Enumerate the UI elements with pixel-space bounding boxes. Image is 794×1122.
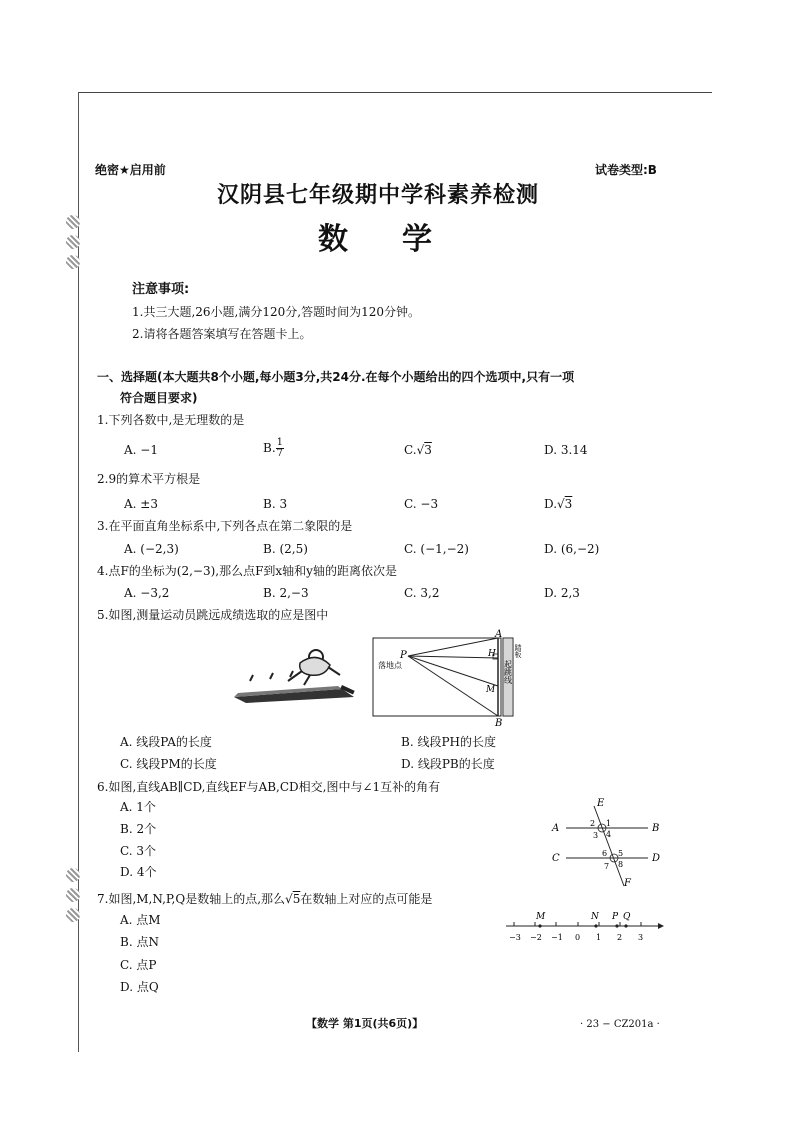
diagram-label-takeoff-line: 起跳线 [503, 660, 513, 684]
diagram-label-a: A [552, 823, 560, 834]
long-jump-measurement-diagram [372, 629, 522, 729]
q1-option-d: D. 3.14 [544, 443, 588, 457]
angle-label-2: 2 [590, 819, 596, 828]
q3-stem: 3.在平面直角坐标系中,下列各点在第二象限的是 [97, 519, 353, 533]
diagram-label-e: E [597, 798, 605, 809]
long-jumper-illustration [230, 645, 360, 705]
paper-type: 试卷类型:B [595, 163, 657, 177]
paper-code: · 23 − CZ201a · [580, 1019, 660, 1030]
q7-option-a: A. 点M [120, 913, 161, 927]
tick-label-1: 1 [596, 933, 602, 942]
q5-option-d: D. 线段PB的长度 [401, 757, 495, 771]
notes-heading: 注意事项: [132, 282, 190, 297]
point-label-q: Q [623, 912, 631, 922]
number-line-diagram [500, 908, 670, 948]
page-footer: 【数学 第1页(共6页)】 [306, 1017, 424, 1030]
angle-label-5: 5 [618, 849, 624, 858]
q4-option-d: D. 2,3 [544, 586, 580, 600]
diagram-label-board: 踏板 [514, 644, 522, 658]
q3-option-b: B. (2,5) [263, 542, 308, 556]
q7-option-d: D. 点Q [120, 980, 159, 994]
subject-title: 数学 [318, 222, 486, 257]
tick-label-neg3: −3 [509, 933, 521, 942]
q3-option-c: C. (−1,−2) [404, 542, 469, 556]
diagram-label-b: B [495, 718, 503, 729]
note-1: 1.共三大题,26小题,满分120分,答题时间为120分钟。 [132, 305, 420, 319]
tick-label-neg2: −2 [530, 933, 542, 942]
note-2: 2.请将各题答案填写在答题卡上。 [132, 327, 312, 341]
q4-option-b: B. 2,−3 [263, 586, 309, 600]
q2-option-a: A. ±3 [124, 497, 158, 511]
tick-label-0: 0 [575, 933, 581, 942]
q5-stem: 5.如图,测量运动员跳远成绩选取的应是图中 [97, 608, 329, 622]
diagram-label-d: D [652, 853, 661, 864]
diagram-label-f: F [624, 878, 631, 889]
q4-option-a: A. −3,2 [124, 586, 170, 600]
q3-option-d: D. (6,−2) [544, 542, 600, 556]
q7-option-b: B. 点N [120, 935, 159, 949]
binding-holes-top [66, 215, 82, 275]
secret-label: 绝密★启用前 [95, 163, 166, 177]
angle-label-3: 3 [593, 831, 599, 840]
diagram-label-b: B [652, 823, 660, 834]
point-label-n: N [591, 912, 599, 922]
angle-label-7: 7 [604, 862, 610, 871]
tick-label-2: 2 [617, 933, 623, 942]
q6-option-b: B. 2个 [120, 822, 157, 836]
q2-option-d: D.√3 [544, 497, 573, 511]
q2-option-c: C. −3 [404, 497, 439, 511]
page-top-border [78, 92, 712, 93]
section1-heading: 一、选择题(本大题共8个小题,每小题3分,共24分.在每个小题给出的四个选项中,只有一项 [97, 370, 575, 384]
diagram-label-m: M [486, 685, 496, 695]
q6-stem: 6.如图,直线AB∥CD,直线EF与AB,CD相交,图中与∠1互补的角有 [97, 780, 441, 794]
point-label-p: P [612, 912, 619, 922]
q2-option-b: B. 3 [263, 497, 288, 511]
q6-option-d: D. 4个 [120, 865, 157, 879]
parallel-lines-diagram [548, 796, 668, 892]
binding-holes-bottom [66, 868, 82, 928]
q5-option-a: A. 线段PA的长度 [120, 735, 212, 749]
q4-option-c: C. 3,2 [404, 586, 440, 600]
exam-title: 汉阴县七年级期中学科素养检测 [217, 182, 540, 208]
fraction-one-seventh: $\frac{1}{7}$ [276, 437, 284, 459]
diagram-label-p: P [400, 650, 407, 661]
diagram-label-h: H [488, 649, 496, 659]
angle-label-6: 6 [602, 849, 608, 858]
q1-option-c: C.√3 [404, 443, 432, 457]
q7-stem: 7.如图,M,N,P,Q是数轴上的点,那么√5在数轴上对应的点可能是 [97, 892, 433, 906]
q6-option-c: C. 3个 [120, 844, 157, 858]
q6-option-a: A. 1个 [120, 800, 156, 814]
tick-label-3: 3 [638, 933, 644, 942]
section1-heading-cont: 符合题目要求) [120, 391, 198, 405]
tick-label-neg1: −1 [551, 933, 563, 942]
q1-stem: 1.下列各数中,是无理数的是 [97, 413, 245, 427]
q2-stem: 2.9的算术平方根是 [97, 472, 201, 486]
q5-option-c: C. 线段PM的长度 [120, 757, 217, 771]
q3-option-a: A. (−2,3) [124, 542, 179, 556]
diagram-label-landing: 落地点 [378, 661, 402, 670]
angle-label-4: 4 [606, 830, 612, 839]
diagram-label-a: A [495, 629, 503, 640]
angle-label-8: 8 [618, 860, 624, 869]
q1-option-a: A. −1 [124, 443, 158, 457]
q4-stem: 4.点F的坐标为(2,−3),那么点F到x轴和y轴的距离依次是 [97, 564, 397, 578]
point-label-m: M [536, 912, 546, 922]
diagram-label-c: C [552, 853, 560, 864]
q1-option-b: B. $\frac{1}{7}$ [263, 437, 284, 459]
q7-option-c: C. 点P [120, 958, 157, 972]
q5-option-b: B. 线段PH的长度 [401, 735, 496, 749]
angle-label-1: 1 [606, 819, 612, 828]
